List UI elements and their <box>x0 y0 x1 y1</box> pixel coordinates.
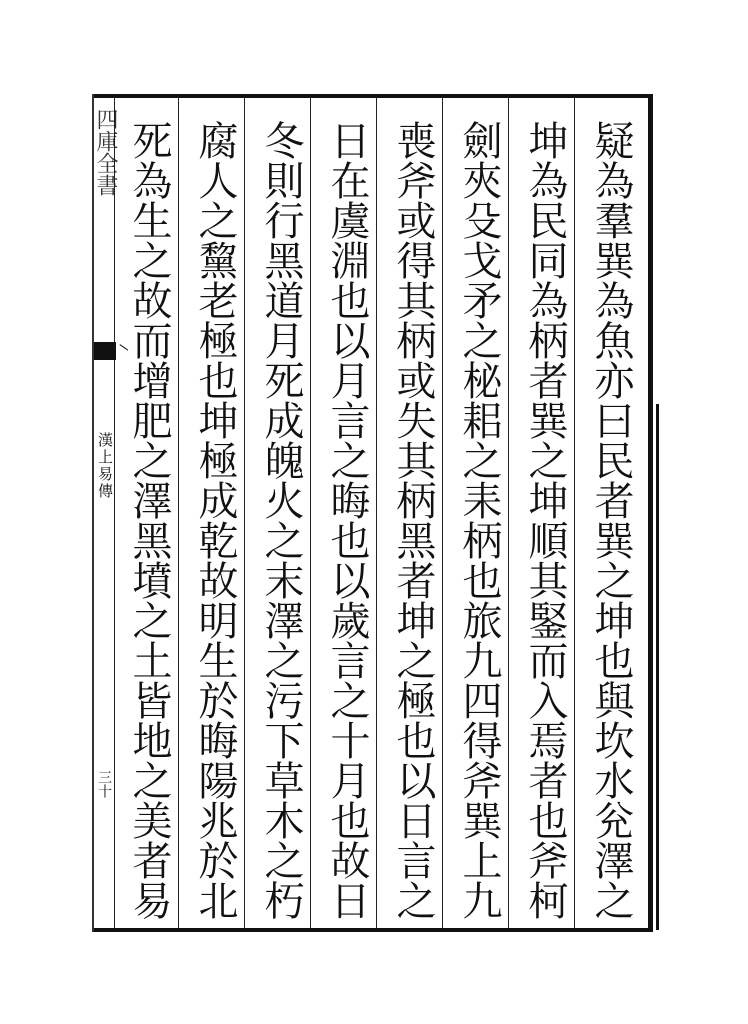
page-number: 三十 <box>96 770 112 798</box>
frame-bottom-border <box>92 928 652 932</box>
column-text: 疑為羣巽為魚亦曰民者巽之坤也與坎水兊澤之 <box>588 120 634 920</box>
column-text: 日在虞淵也以月言之晦也以歲言之十月也故日 <box>324 120 370 920</box>
column-text: 劍夾殳戈矛之柲耜之耒柄也旅九四得斧巽上九 <box>456 120 502 920</box>
text-column-3 <box>448 120 510 920</box>
text-column-7 <box>184 120 246 920</box>
column-text: 喪斧或得其柄或失其柄黑者坤之極也以日言之 <box>390 120 436 920</box>
book-title: 漢上易傳 <box>96 432 114 500</box>
margin-band <box>93 98 118 928</box>
text-column-8 <box>118 120 180 920</box>
column-text: 坤為民同為柄者巽之坤順其鋻而入焉者也斧柯 <box>522 120 568 920</box>
text-column-1 <box>580 120 642 920</box>
column-text: 冬則行黑道月死成魄火之末澤之污下草木之朽 <box>258 120 304 920</box>
text-column-2 <box>514 120 576 920</box>
fishtail-mark <box>94 342 116 360</box>
column-rule <box>114 98 115 928</box>
column-text: 腐人之黧老極也坤極成乾故明生於晦陽兆於北 <box>192 120 238 920</box>
text-column-4 <box>382 120 444 920</box>
text-column-5 <box>316 120 378 920</box>
collection-title: 四庫全書 <box>93 108 118 196</box>
text-column-6 <box>250 120 312 920</box>
frame-right-edge <box>656 404 659 930</box>
frame-right-border <box>648 94 653 932</box>
column-text: 死為生之故而增肥之澤黑墳之土皆地之美者易 <box>126 120 172 920</box>
frame-top-border <box>92 94 652 98</box>
